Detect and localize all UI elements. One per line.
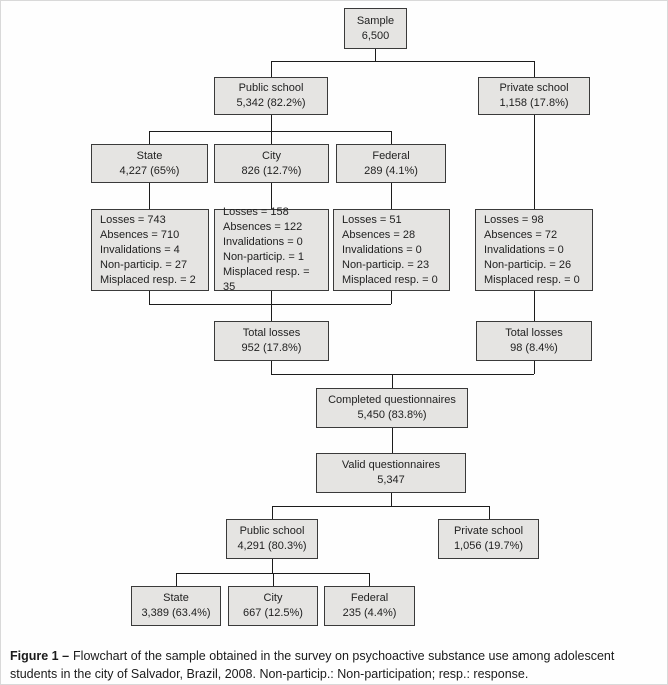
connector-line — [271, 361, 272, 374]
connector-line — [271, 61, 534, 62]
node-state-top-label: State — [136, 149, 163, 162]
connector-line — [392, 428, 393, 453]
node-federal-top — [336, 144, 446, 183]
losses-line: Absences = 122 — [223, 221, 303, 233]
node-private-school-bottom — [438, 519, 539, 559]
connector-line — [272, 506, 273, 519]
node-state-top-value: 4,227 (65%) — [119, 164, 180, 177]
losses-line: Absences = 72 — [484, 228, 558, 241]
figure-caption — [10, 647, 660, 683]
losses-line: Losses = 51 — [342, 213, 402, 226]
node-public-school-top-label: Public school — [238, 82, 304, 94]
connector-line — [375, 49, 376, 61]
figure-caption-text: Flowchart of the sample obtained in the survey on psychoactive substance use among adolescent students in the city of Salvador, Brazil, 2008. Non-particip.: Non-participation; resp.: response. — [10, 649, 615, 681]
node-public-school-bottom — [226, 519, 318, 559]
losses-line: Invalidations = 0 — [342, 243, 422, 256]
losses-line: Misplaced resp. = 0 — [484, 273, 580, 286]
losses-line: Misplaced resp. = 0 — [342, 273, 438, 286]
node-sample — [344, 8, 407, 49]
connector-line — [272, 559, 273, 573]
connector-line — [149, 131, 391, 132]
connector-line — [391, 291, 392, 304]
node-private-school-top — [478, 77, 590, 115]
losses-line: Non-particip. = 27 — [100, 258, 188, 271]
node-city-bottom — [228, 586, 318, 626]
losses-line: Absences = 28 — [342, 228, 416, 241]
node-valid-questionnaires-label: Valid questionnaires — [341, 459, 441, 471]
connector-line — [273, 573, 274, 586]
node-public-school-top — [214, 77, 328, 115]
node-city-bottom-value: 667 (12.5%) — [243, 607, 303, 619]
node-completed-questionnaires-label: Completed questionnaires — [328, 394, 456, 406]
connector-line — [271, 291, 272, 321]
node-private-school-top-value: 1,158 (17.8%) — [499, 97, 569, 109]
node-completed-questionnaires-value: 5,450 (83.8%) — [357, 409, 427, 421]
node-losses-city — [214, 206, 329, 293]
losses-line: Invalidations = 4 — [100, 243, 180, 256]
connector-line — [391, 131, 392, 144]
node-public-school-top-value: 5,342 (82.2%) — [236, 97, 306, 109]
node-completed-questionnaires — [316, 388, 468, 428]
connector-line — [534, 291, 535, 321]
connector-line — [489, 506, 490, 519]
node-total-losses-public-value: 952 (17.8%) — [241, 342, 302, 354]
node-federal-bottom-label: Federal — [350, 592, 389, 604]
node-total-losses-private — [476, 321, 592, 361]
node-sample-label: Sample — [356, 14, 395, 27]
losses-line: Non-particip. = 23 — [342, 258, 430, 271]
node-city-top-value: 826 (12.7%) — [241, 164, 302, 177]
node-losses-private — [475, 209, 593, 291]
node-valid-questionnaires-value: 5,347 — [377, 474, 405, 486]
node-city-top-label: City — [262, 149, 281, 162]
node-losses-state — [91, 209, 209, 291]
losses-line: Misplaced resp. = 2 — [100, 273, 196, 286]
connector-line — [149, 291, 150, 304]
node-federal-bottom — [324, 586, 415, 626]
connector-line — [149, 304, 391, 305]
connector-line — [272, 506, 489, 507]
connector-line — [271, 61, 272, 77]
losses-line: Losses = 98 — [484, 213, 544, 226]
node-total-losses-public-label: Total losses — [242, 327, 301, 339]
losses-line: Misplaced resp. = 35 — [223, 266, 310, 293]
node-state-top — [91, 144, 208, 183]
connector-line — [176, 573, 177, 586]
connector-line — [534, 61, 535, 77]
node-private-school-bottom-value: 1,056 (19.7%) — [453, 540, 524, 552]
node-public-school-bottom-value: 4,291 (80.3%) — [237, 540, 307, 552]
node-state-bottom-label: State — [163, 592, 189, 604]
connector-line — [534, 115, 535, 209]
node-city-bottom-label: City — [263, 592, 283, 604]
connector-line — [149, 131, 150, 144]
losses-line: Invalidations = 0 — [223, 236, 303, 248]
node-losses-federal — [333, 209, 450, 291]
node-public-school-bottom-label: Public school — [239, 525, 305, 537]
node-federal-top-label: Federal — [372, 149, 410, 162]
node-total-losses-private-value: 98 (8.4%) — [510, 342, 558, 354]
node-sample-value: 6,500 — [361, 29, 390, 42]
losses-line: Absences = 710 — [100, 228, 180, 241]
node-city-top — [214, 144, 329, 183]
losses-line: Losses = 743 — [100, 213, 166, 226]
node-private-school-bottom-label: Private school — [453, 525, 524, 537]
connector-line — [392, 374, 393, 388]
connector-line — [369, 573, 370, 586]
node-federal-top-value: 289 (4.1%) — [364, 164, 418, 177]
connector-line — [391, 183, 392, 209]
connector-line — [271, 374, 534, 375]
connector-line — [391, 493, 392, 506]
connector-line — [534, 361, 535, 374]
losses-line: Losses = 158 — [223, 206, 289, 218]
losses-line: Non-particip. = 1 — [223, 251, 305, 263]
node-state-bottom-value: 3,389 (63.4%) — [141, 607, 211, 619]
losses-line: Non-particip. = 26 — [484, 258, 572, 271]
connector-line — [271, 115, 272, 131]
node-valid-questionnaires — [316, 453, 466, 493]
connector-line — [271, 131, 272, 144]
node-total-losses-private-label: Total losses — [505, 327, 563, 339]
losses-line: Invalidations = 0 — [484, 243, 564, 256]
node-federal-bottom-value: 235 (4.4%) — [342, 607, 397, 619]
figure-caption-label: Figure 1 – — [10, 649, 70, 663]
node-state-bottom — [131, 586, 221, 626]
node-total-losses-public — [214, 321, 329, 361]
connector-line — [149, 183, 150, 209]
node-private-school-top-label: Private school — [499, 82, 569, 94]
